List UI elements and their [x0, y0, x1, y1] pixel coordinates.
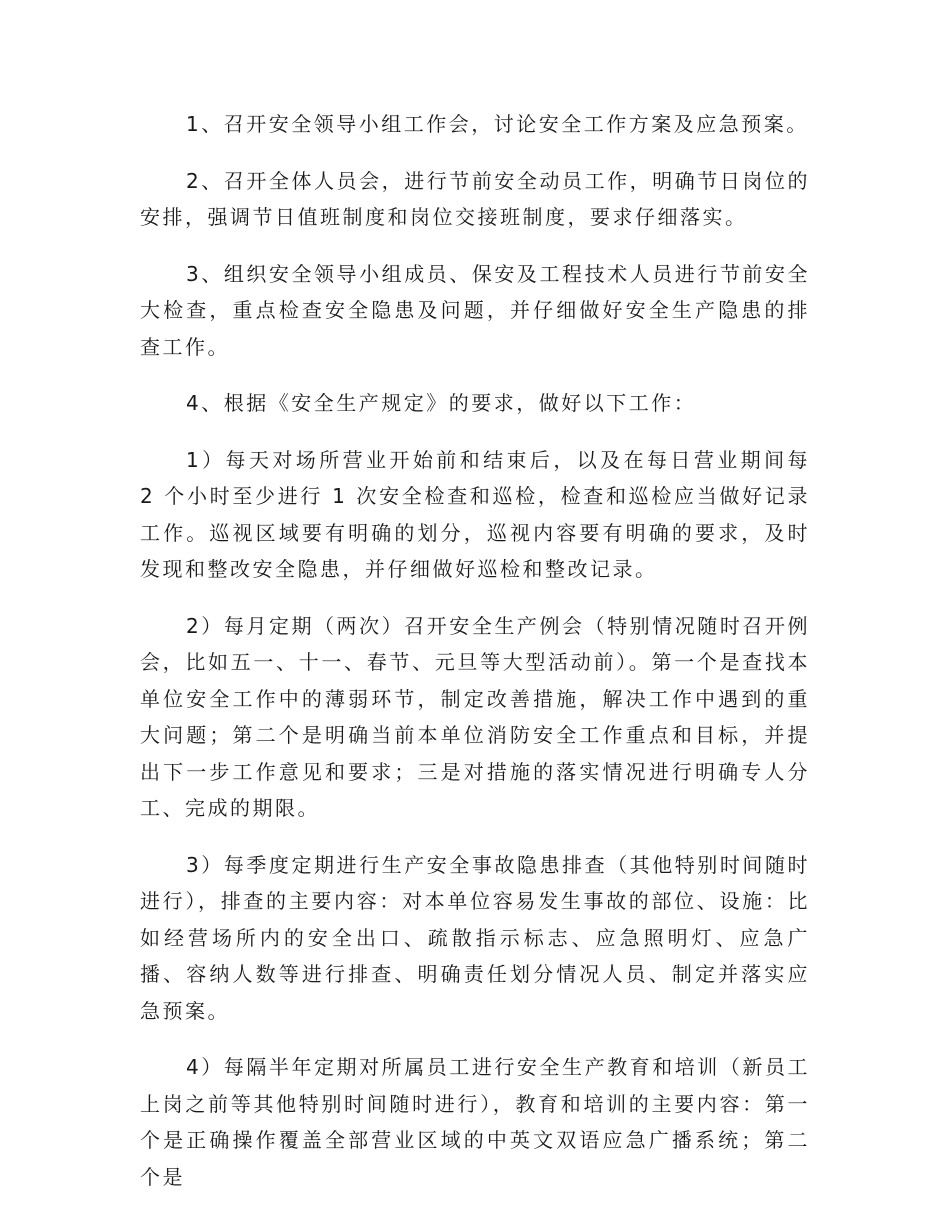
paragraph-8: 4）每隔半年定期对所属员工进行安全生产教育和培训（新员工上岗之前等其他特别时间随时进行），教育和培训的主要内容：第一个是正确操作覆盖全部营业区域的中英文双语应急广播系统；第二个是 [140, 1055, 810, 1189]
paragraph-6: 2）每月定期（两次）召开安全生产例会（特别情况随时召开例会，比如五一、十一、春节、元旦等大型活动前）。第一个是查找本单位安全工作中的薄弱环节，制定改善措施，解决工作中遇到的重大问题；第二个是明确当前本单位消防安全工作重点和目标，并提出下一步工作意见和要求；三是对措施的落实情况进行明确专人分工、完成的期限。 [140, 613, 810, 820]
paragraph-7: 3）每季度定期进行生产安全事故隐患排查（其他特别时间随时进行），排查的主要内容：对本单位容易发生事故的部位、设施：比如经营场所内的安全出口、疏散指示标志、应急照明灯、应急广播、容纳人数等进行排查、明确责任划分情况人员、制定并落实应急预案。 [140, 852, 810, 1023]
paragraph-3: 3、组织安全领导小组成员、保安及工程技术人员进行节前安全大检查，重点检查安全隐患及问题，并仔细做好安全生产隐患的排查工作。 [140, 261, 810, 359]
paragraph-2: 2、召开全体人员会，进行节前安全动员工作，明确节日岗位的安排，强调节日值班制度和岗位交接班制度，要求仔细落实。 [140, 168, 810, 229]
paragraph-5: 1）每天对场所营业开始前和结束后，以及在每日营业期间每 2 个小时至少进行 1 次安全检查和巡检，检查和巡检应当做好记录工作。巡视区域要有明确的划分，巡视内容要有明确的要求，及时发现和整改安全隐患，并仔细做好巡检和整改记录。 [140, 447, 810, 581]
paragraph-1: 1、召开安全领导小组工作会，讨论安全工作方案及应急预案。 [186, 112, 809, 136]
paragraph-4: 4、根据《安全生产规定》的要求，做好以下工作： [186, 391, 697, 415]
